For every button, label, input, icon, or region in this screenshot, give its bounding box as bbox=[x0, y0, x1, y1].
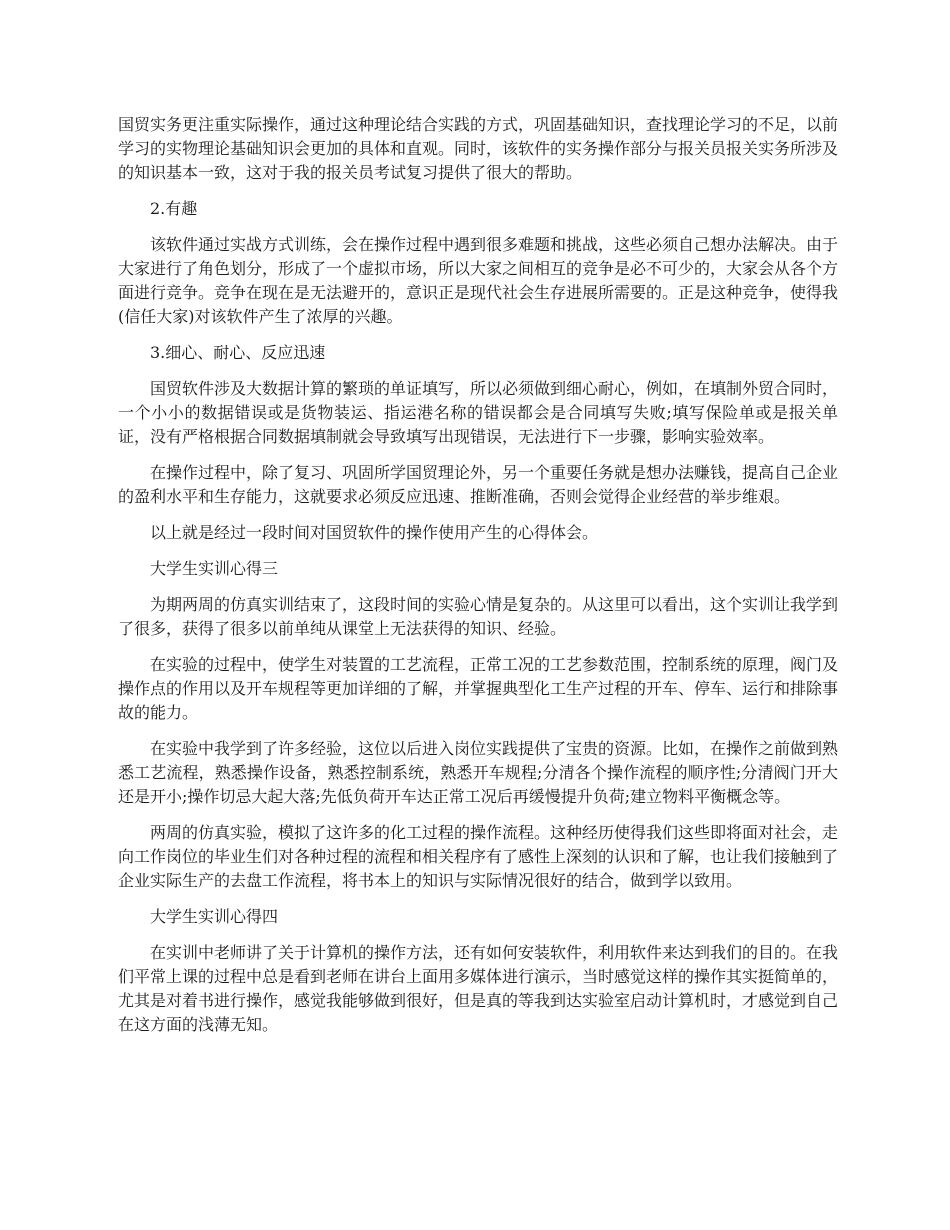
paragraph: 在实验的过程中，使学生对装置的工艺流程，正常工况的工艺参数范围，控制系统的原理，阀门及操作点的作用以及开车规程等更加详细的了解，并掌握典型化工生产过程的开车、停车、运行和排除事故的能力。 bbox=[118, 655, 839, 722]
paragraph: 以上就是经过一段时间对国贸软件的操作使用产生的心得体会。 bbox=[150, 523, 599, 542]
paragraph: 在实验中我学到了许多经验，这位以后进入岗位实践提供了宝贵的资源。比如，在操作之前做到熟悉工艺流程，熟悉操作设备，熟悉控制系统，熟悉开车规程;分清各个操作流程的顺序性;分清阀门开大还是开小;操作切忌大起大落;先低负荷开车达正常工况后再缓慢提升负荷;建立物料平衡概念等。 bbox=[118, 739, 839, 806]
paragraph: 为期两周的仿真实训结束了，这段时间的实验心情是复杂的。从这里可以看出，这个实训让我学到了很多，获得了很多以前单纯从课堂上无法获得的知识、经验。 bbox=[118, 595, 839, 638]
paragraph: 在实训中老师讲了关于计算机的操作方法，还有如何安装软件，利用软件来达到我们的目的。在我们平常上课的过程中总是看到老师在讲台上面用多媒体进行演示，当时感觉这样的操作其实挺简单的，尤其是对着书进行操作，感觉我能够做到很好，但是真的等我到达实验室启动计算机时，才感觉到自己在这方面的浅薄无知。 bbox=[118, 943, 839, 1034]
paragraph: 国贸软件涉及大数据计算的繁琐的单证填写，所以必须做到细心耐心，例如，在填制外贸合同时，一个小小的数据错误或是货物装运、指运港名称的错误都会是合同填写失败;填写保险单或是报关单证，没有严格根据合同数据填制就会导致填写出现错误，无法进行下一步骤，影响实验效率。 bbox=[118, 379, 839, 446]
document-body bbox=[118, 113, 838, 1049]
paragraph: 国贸实务更注重实际操作，通过这种理论结合实践的方式，巩固基础知识，查找理论学习的不足，以前学习的实物理论基础知识会更加的具体和直观。同时，该软件的实务操作部分与报关员报关实务所涉及的知识基本一致，这对于我的报关员考试复习提供了很大的帮助。 bbox=[118, 115, 839, 182]
paragraph: 两周的仿真实验，模拟了这许多的化工过程的操作流程。这种经历使得我们这些即将面对社会，走向工作岗位的毕业生们对各种过程的流程和相关程序有了感性上深刻的认识和了解，也让我们接触到了企业实际生产的去盘工作流程，将书本上的知识与实际情况很好的结合，做到学以致用。 bbox=[118, 823, 839, 890]
paragraph: 在操作过程中，除了复习、巩固所学国贸理论外，另一个重要任务就是想办法赚钱，提高自己企业的盈利水平和生存能力，这就要求必须反应迅速、推断准确，否则会觉得企业经营的举步维艰。 bbox=[118, 463, 839, 506]
paragraph: 该软件通过实战方式训练，会在操作过程中遇到很多难题和挑战，这些必须自己想办法解决。由于大家进行了角色划分，形成了一个虚拟市场，所以大家之间相互的竞争是必不可少的，大家会从各个方面进行竞争。竞争在现在是无法避开的，意识正是现代社会生存进展所需要的。正是这种竞争，使得我(信任大家)对该软件产生了浓厚的兴趣。 bbox=[118, 235, 839, 326]
section-heading: 大学生实训心得三 bbox=[150, 559, 279, 578]
section-heading: 3.细心、耐心、反应迅速 bbox=[150, 343, 326, 362]
section-heading: 大学生实训心得四 bbox=[150, 907, 279, 926]
section-heading: 2.有趣 bbox=[150, 199, 198, 218]
